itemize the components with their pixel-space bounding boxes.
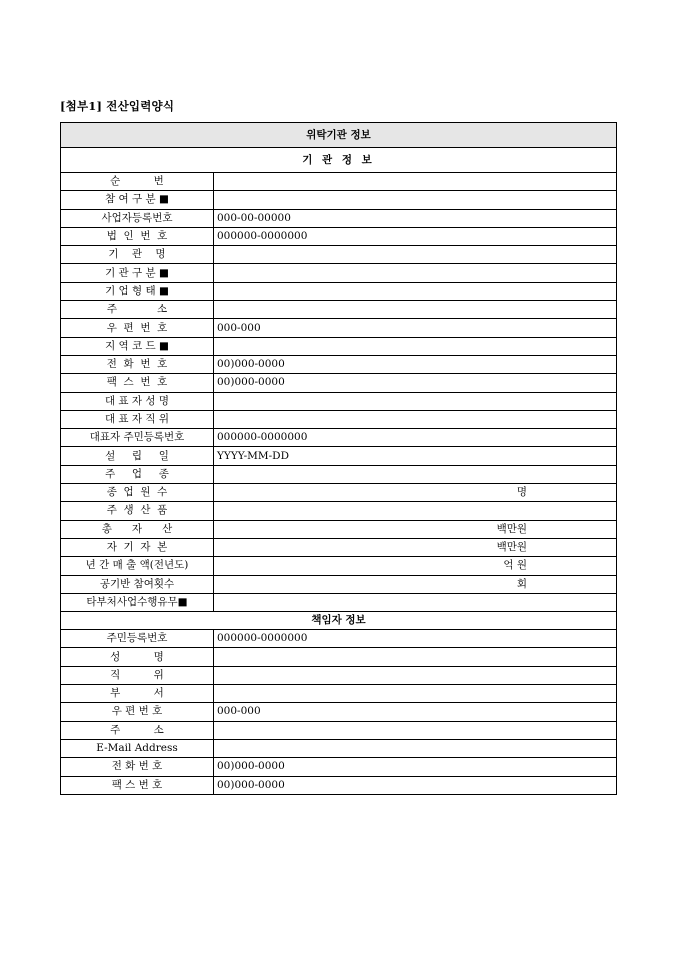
org-row: [61, 337, 617, 355]
resp-row: [61, 648, 617, 666]
org-value-field[interactable]: [214, 575, 617, 593]
form-body: [61, 123, 617, 795]
org-row: [61, 319, 617, 337]
resp-label: 주민등록번호: [61, 630, 214, 648]
org-value: 00)000-0000: [217, 376, 285, 389]
main-header: 위탁기관 정보: [61, 123, 617, 148]
org-row: [61, 538, 617, 556]
org-value-field[interactable]: [214, 227, 617, 245]
document-title: [첨부1] 전산입력양식: [60, 99, 175, 113]
resp-row: [61, 739, 617, 757]
resp-value-field[interactable]: [214, 630, 617, 648]
org-label: 종 업 원 수: [61, 484, 214, 502]
org-label: 주 생 산 품: [61, 502, 214, 520]
resp-row: [61, 721, 617, 739]
org-value: 000-00-00000: [217, 211, 291, 224]
org-label: 년 간 매 출 액(전년도): [61, 557, 214, 575]
org-label: 공기반 참여횟수: [61, 575, 214, 593]
resp-value: 000-000: [217, 705, 261, 718]
org-value-field[interactable]: [214, 538, 617, 556]
org-row: [61, 355, 617, 373]
org-row: [61, 557, 617, 575]
resp-value: 000000-0000000: [217, 632, 308, 645]
resp-value-field[interactable]: [214, 703, 617, 721]
org-value-field[interactable]: [214, 502, 617, 520]
resp-row: [61, 666, 617, 684]
org-row: [61, 246, 617, 264]
org-label: 자 기 자 본: [61, 538, 214, 556]
org-row: [61, 410, 617, 428]
resp-row: [61, 630, 617, 648]
resp-value-field[interactable]: [214, 721, 617, 739]
org-label: 타부처사업수행유무■: [61, 593, 214, 611]
org-value-field[interactable]: [214, 465, 617, 483]
resp-section-row: [61, 612, 617, 630]
org-row: [61, 502, 617, 520]
org-label: 기 관 명: [61, 246, 214, 264]
org-value-field[interactable]: [214, 209, 617, 227]
org-label: 주 업 종: [61, 465, 214, 483]
org-row: [61, 484, 617, 502]
resp-label: 성 명: [61, 648, 214, 666]
resp-value-field[interactable]: [214, 666, 617, 684]
org-unit: 명: [516, 486, 527, 499]
org-section-row: [61, 148, 617, 173]
org-row: [61, 429, 617, 447]
org-label: 우 편 번 호: [61, 319, 214, 337]
org-value-field[interactable]: [214, 246, 617, 264]
org-value-field[interactable]: [214, 319, 617, 337]
org-value-field[interactable]: [214, 520, 617, 538]
org-unit: 억 원: [503, 559, 527, 572]
resp-row: [61, 703, 617, 721]
resp-row: [61, 776, 617, 794]
resp-section-title: 책임자 정보: [61, 612, 617, 630]
org-label: 총 자 산: [61, 520, 214, 538]
org-label: 참 여 구 분 ■: [61, 191, 214, 209]
resp-row: [61, 685, 617, 703]
org-label: 기 관 구 분 ■: [61, 264, 214, 282]
resp-value-field[interactable]: [214, 739, 617, 757]
resp-row: [61, 758, 617, 776]
org-value-field[interactable]: [214, 484, 617, 502]
org-value-field[interactable]: [214, 593, 617, 611]
entry-form-table: [60, 122, 617, 795]
org-row: [61, 191, 617, 209]
org-row: [61, 374, 617, 392]
org-row: [61, 227, 617, 245]
resp-value-field[interactable]: [214, 648, 617, 666]
org-value-field[interactable]: [214, 191, 617, 209]
org-row: [61, 209, 617, 227]
org-label: 전 화 번 호: [61, 355, 214, 373]
resp-value-field[interactable]: [214, 685, 617, 703]
org-value-field[interactable]: [214, 337, 617, 355]
org-label: 지 역 코 드 ■: [61, 337, 214, 355]
org-row: [61, 520, 617, 538]
org-unit: 백만원: [496, 522, 527, 535]
org-value-field[interactable]: [214, 374, 617, 392]
resp-label: 전 화 번 호: [61, 758, 214, 776]
org-value-field[interactable]: [214, 301, 617, 319]
org-label: 기 업 형 태 ■: [61, 282, 214, 300]
resp-label: E-Mail Address: [61, 739, 214, 757]
org-unit: 회: [516, 577, 527, 590]
org-value: 00)000-0000: [217, 358, 285, 371]
org-row: [61, 301, 617, 319]
main-header-row: [61, 123, 617, 148]
org-value: 000000-0000000: [217, 230, 308, 243]
org-label: 설 립 일: [61, 447, 214, 465]
org-value-field[interactable]: [214, 557, 617, 575]
resp-value: 00)000-0000: [217, 760, 285, 773]
org-value-field[interactable]: [214, 447, 617, 465]
resp-label: 주 소: [61, 721, 214, 739]
org-value-field[interactable]: [214, 264, 617, 282]
org-label: 사업자등록번호: [61, 209, 214, 227]
org-row: [61, 575, 617, 593]
org-value-field[interactable]: [214, 282, 617, 300]
org-value-field[interactable]: [214, 355, 617, 373]
resp-label: 부 서: [61, 685, 214, 703]
org-label: 팩 스 번 호: [61, 374, 214, 392]
resp-label: 팩 스 번 호: [61, 776, 214, 794]
org-label: 순 번: [61, 173, 214, 191]
org-row: [61, 392, 617, 410]
resp-value-field[interactable]: [214, 776, 617, 794]
org-value: 000000-0000000: [217, 431, 308, 444]
org-row: [61, 465, 617, 483]
org-row: [61, 282, 617, 300]
org-row: [61, 173, 617, 191]
org-unit: 백만원: [496, 541, 527, 554]
org-value-field[interactable]: [214, 392, 617, 410]
org-label: 대 표 자 직 위: [61, 410, 214, 428]
org-label: 대 표 자 성 명: [61, 392, 214, 410]
org-label: 주 소: [61, 301, 214, 319]
org-row: [61, 593, 617, 611]
resp-value-field[interactable]: [214, 758, 617, 776]
org-label: 대표자 주민등록번호: [61, 429, 214, 447]
resp-value: 00)000-0000: [217, 778, 285, 791]
org-value: YYYY-MM-DD: [217, 449, 290, 462]
org-row: [61, 447, 617, 465]
org-value-field[interactable]: [214, 429, 617, 447]
resp-label: 직 위: [61, 666, 214, 684]
org-value-field[interactable]: [214, 173, 617, 191]
org-section-title: 기 관 정 보: [61, 148, 617, 173]
resp-label: 우 편 번 호: [61, 703, 214, 721]
org-value-field[interactable]: [214, 410, 617, 428]
org-label: 법 인 번 호: [61, 227, 214, 245]
org-row: [61, 264, 617, 282]
org-value: 000-000: [217, 321, 261, 334]
